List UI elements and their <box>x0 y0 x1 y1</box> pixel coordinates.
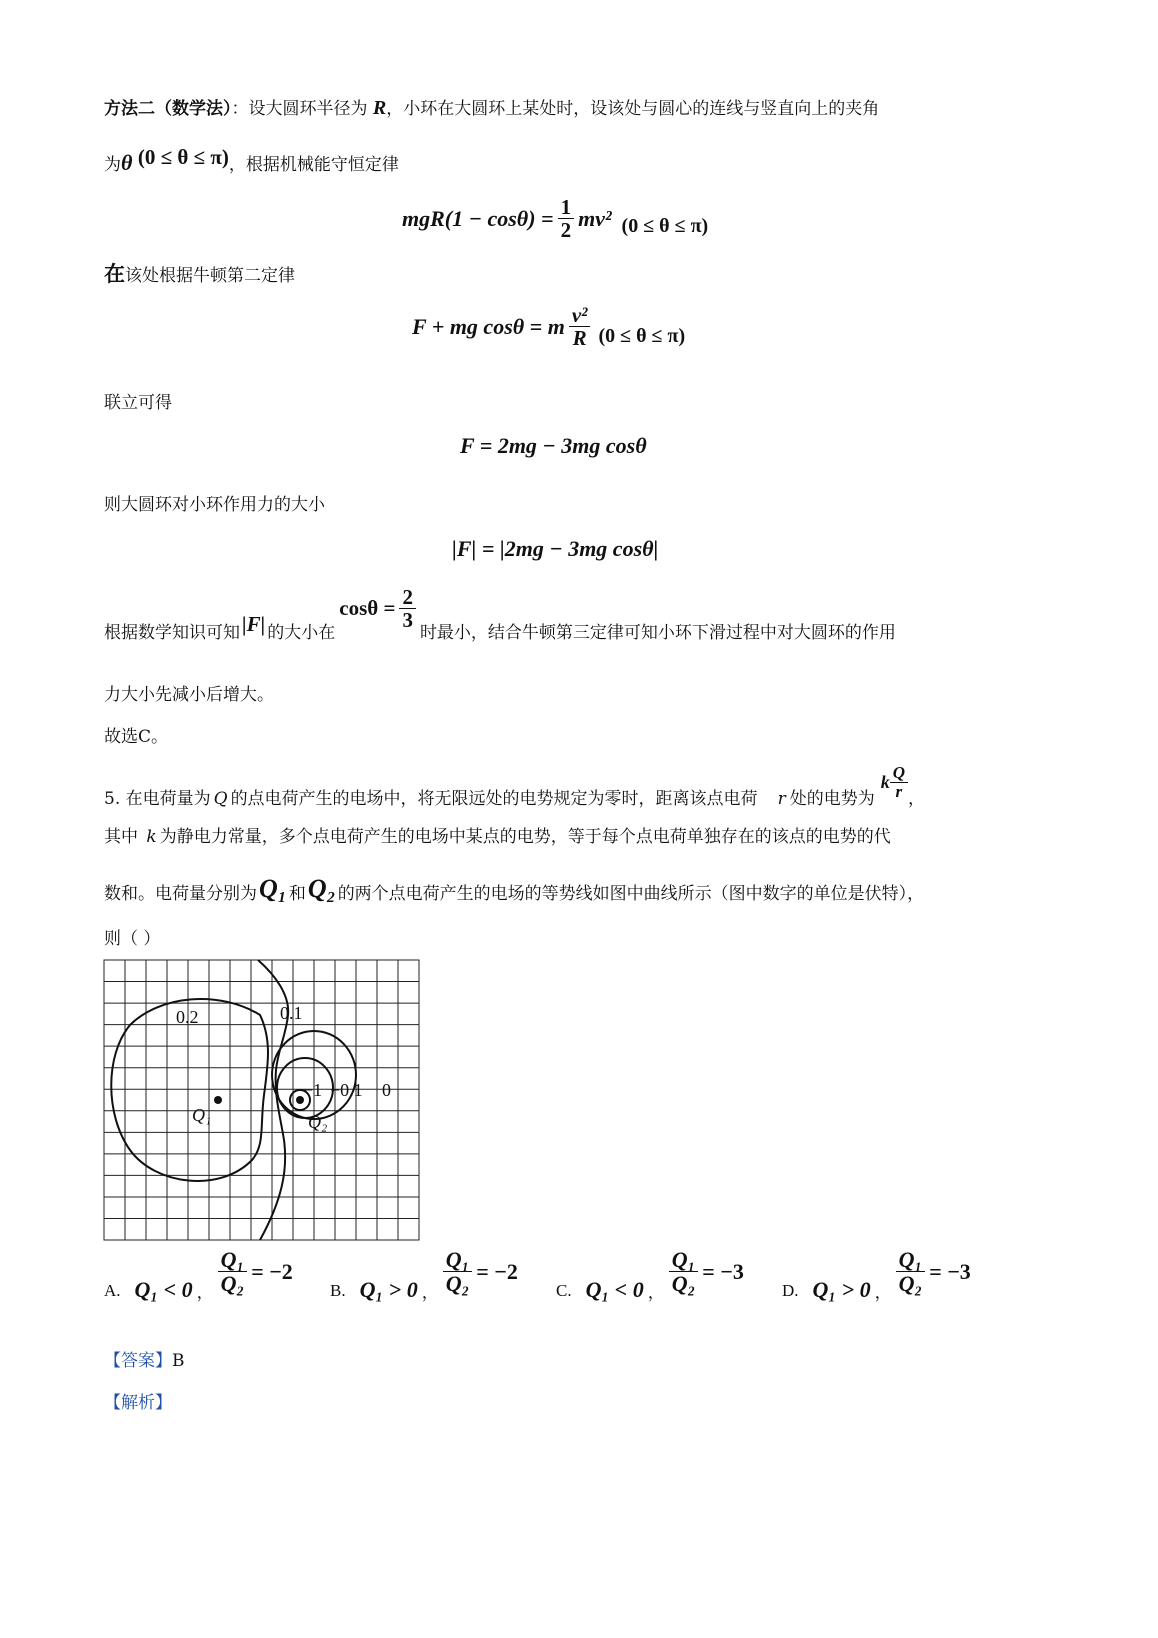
abs-force-equation: |F| = |2mg − 3mg cosθ| <box>452 536 659 561</box>
method2-line2 <box>104 145 399 176</box>
option-letter: C. <box>556 1281 572 1301</box>
cos-fraction <box>399 586 416 631</box>
conclusion-c: 时最小，结合牛顿第三定律可知小环下滑过程中对大圆环的作用 <box>419 623 896 644</box>
q5-r: r <box>777 788 786 809</box>
option-condition: Q₁ < 0 <box>134 1277 193 1303</box>
potential-fraction <box>890 764 908 801</box>
eq1-den: 2 <box>560 218 572 243</box>
ratio-value: = −2 <box>476 1258 518 1284</box>
option-ratio <box>218 1248 293 1295</box>
eq2-den: R <box>572 326 587 351</box>
answer-value: B <box>172 1351 185 1371</box>
label-Q2: Q₂ <box>308 1112 328 1132</box>
ratio-den: Q₂ <box>898 1271 923 1297</box>
line2-suffix: ，根据机械能守恒定律 <box>228 155 399 175</box>
option-separator: ， <box>196 1283 214 1304</box>
eq2-fraction <box>569 304 591 349</box>
ratio-num: Q₁ <box>669 1248 699 1272</box>
answer-tag: 【答案】 <box>104 1351 172 1371</box>
q5-Q2: Q₂ <box>307 874 336 903</box>
option-condition: Q₁ > 0 <box>359 1277 418 1303</box>
force-equation: F = 2mg − 3mg cosθ <box>460 433 647 458</box>
ratio-fraction <box>443 1248 473 1295</box>
option-c[interactable] <box>556 1247 744 1305</box>
option-ratio <box>443 1248 518 1295</box>
label-minus-0.1: −0.1 <box>330 1080 363 1100</box>
eq1-rhs: mv² <box>578 205 612 231</box>
line2-prefix: 为 <box>104 155 121 175</box>
ratio-den: Q₂ <box>220 1271 245 1297</box>
ratio-fraction <box>218 1248 248 1295</box>
newton-text: 该处根据牛顿第二定律 <box>125 266 295 286</box>
q5-k: k <box>146 827 157 847</box>
ratio-fraction <box>896 1248 926 1295</box>
figure-grid <box>104 960 419 1240</box>
option-letter: A. <box>104 1281 121 1301</box>
label-0: 0 <box>382 1080 391 1100</box>
ratio-num: Q₁ <box>443 1248 473 1272</box>
eq2-range: (0 ≤ θ ≤ π) <box>598 325 686 348</box>
potential-num: Q <box>890 764 908 783</box>
q5-Q1: Q₁ <box>259 874 287 903</box>
eq1-lhs: mgR(1 − cosθ) = <box>402 205 554 231</box>
q5-line2-b: 为静电力常量，多个点电荷产生的电场中某点的电势，等于每个点电荷单独存在的该点的电势的代 <box>159 827 891 847</box>
option-separator: ， <box>647 1283 665 1304</box>
cos-lhs: cosθ = <box>339 596 396 621</box>
analysis-tag: 【解析】 <box>104 1393 172 1413</box>
answer-line <box>104 1346 185 1371</box>
theta-range: (0 ≤ θ ≤ π) <box>137 145 229 169</box>
option-d[interactable] <box>782 1247 971 1305</box>
option-a[interactable] <box>104 1247 293 1305</box>
conclusion-line2: 力大小先减小后增大。 <box>104 685 274 705</box>
cos-condition <box>339 586 416 631</box>
q5-line1-c: 处的电势为 <box>789 788 875 809</box>
charge-Q1 <box>214 1096 222 1104</box>
ratio-value: = −3 <box>929 1258 971 1284</box>
label-0.2: 0.2 <box>176 1007 199 1027</box>
conclusion-line <box>104 585 896 644</box>
method2-line1 <box>104 94 879 120</box>
q5-line3-a: 数和。电荷量分别为 <box>104 884 257 904</box>
method2-lead: 方法二（数学法） <box>104 99 232 119</box>
potential-den: r <box>895 781 903 801</box>
method2-line1-tail: ，小环在大圆环上某处时，设该处与圆心的连线与竖直向上的夹角 <box>386 99 880 119</box>
label-0.1: 0.1 <box>280 1003 303 1023</box>
q5-line2-a: 其中 <box>104 827 138 847</box>
eq1-range: (0 ≤ θ ≤ π) <box>621 215 709 238</box>
method2-lead-rest: ：设大圆环半径为 <box>231 99 368 119</box>
newton-line <box>104 258 295 288</box>
option-b[interactable] <box>330 1247 518 1305</box>
conclusion-b: 的大小在 <box>267 623 336 644</box>
ratio-num: Q₁ <box>896 1248 926 1272</box>
q5-line1-a: 5. 在电荷量为 <box>104 788 211 809</box>
ratio-den: Q₂ <box>671 1271 696 1297</box>
theta-symbol: θ <box>121 150 133 175</box>
eq2-lhs: F + mg cosθ = m <box>412 313 565 339</box>
option-condition: Q₁ < 0 <box>585 1277 644 1303</box>
q5-line1 <box>104 763 925 809</box>
ratio-value: = −3 <box>702 1258 744 1284</box>
newton-big-char: 在 <box>104 261 125 286</box>
equipotential-curves <box>111 960 356 1240</box>
q5-line3-c: 的两个点电荷产生的电场的等势线如图中曲线所示（图中数字的单位是伏特）， <box>337 884 925 904</box>
choice-text: 故选C。 <box>104 727 169 747</box>
cos-den: 3 <box>402 608 413 633</box>
eq1-num: 1 <box>558 196 575 219</box>
label-minus-1: −1 <box>303 1080 323 1100</box>
option-condition: Q₁ > 0 <box>812 1277 871 1303</box>
label-Q1: Q₁ <box>192 1105 212 1125</box>
q5-line2 <box>104 822 891 847</box>
absF: |F| <box>242 612 266 637</box>
radius-symbol: R <box>372 97 387 119</box>
eq2-num: v² <box>569 304 591 327</box>
ratio-value: = −2 <box>251 1258 293 1284</box>
newton-equation <box>412 304 685 349</box>
potential-k: k <box>880 771 890 792</box>
magnitude-text: 则大圆环对小环作用力的大小 <box>104 495 325 515</box>
q5-line1-b: 的点电荷产生的电场中，将无限远处的电势规定为零时，距离该点电荷 <box>230 788 758 809</box>
option-letter: B. <box>330 1281 346 1301</box>
potential-formula <box>881 764 908 801</box>
q5-Q: Q <box>213 788 228 809</box>
option-separator: ， <box>874 1283 892 1304</box>
ratio-num: Q₁ <box>218 1248 248 1272</box>
eq1-fraction <box>558 196 575 241</box>
ratio-fraction <box>669 1248 699 1295</box>
cos-num: 2 <box>399 586 416 609</box>
equipotential-figure <box>100 955 422 1245</box>
energy-equation <box>402 196 708 241</box>
option-separator: ， <box>421 1283 439 1304</box>
q5-line3 <box>104 874 924 904</box>
conclusion-a: 根据数学知识可知 <box>104 623 240 644</box>
combine-text: 联立可得 <box>104 393 172 413</box>
option-letter: D. <box>782 1281 799 1301</box>
q5-line4: 则（ ） <box>104 929 161 949</box>
option-ratio <box>669 1248 744 1295</box>
option-ratio <box>896 1248 971 1295</box>
q5-line1-end: ， <box>907 788 925 809</box>
q5-line3-b: 和 <box>288 884 306 904</box>
ratio-den: Q₂ <box>445 1271 470 1297</box>
